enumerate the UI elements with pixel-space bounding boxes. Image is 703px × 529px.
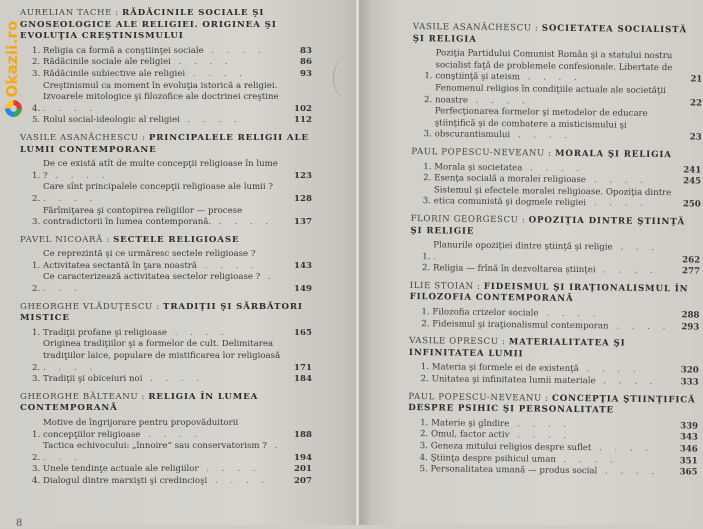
entry-page-number: 93	[300, 68, 312, 79]
entry-title: Religia — frînă în dezvoltarea ştiinţei	[432, 263, 596, 276]
leader-dots: . . . .	[207, 475, 270, 486]
section-author: ILIE STOIAN :	[409, 280, 481, 292]
entry-title-wrap	[43, 115, 284, 127]
entry-title: Religia ca formă a conştiinţei sociale	[43, 45, 204, 56]
entry-title-wrap	[432, 374, 671, 389]
entry-page-number: 339	[680, 421, 699, 432]
leader-dots: . . . .	[509, 419, 572, 430]
entry-title: Unele tendinţe actuale ale religiilor	[43, 464, 199, 475]
section-author: AURELIAN TACHE :	[20, 8, 119, 18]
entry-title: Rădăcinile sociale ale religiei	[43, 57, 171, 68]
section-title: MATERIALITATEA ŞI INFINITATEA LUMII	[408, 337, 626, 360]
entry-page-number: 245	[683, 176, 702, 187]
section-author: VASILE OPRESCU :	[409, 336, 506, 348]
entry-page-number: 188	[294, 429, 312, 440]
section-title: PRINCIPALELE RELIGII ALE LUMII CONTEMPORANE	[20, 132, 309, 155]
entry-page-number: 293	[681, 321, 700, 333]
section-author: PAUL POPESCU-NEVEANU :	[411, 146, 552, 159]
entry-number: 2.	[32, 284, 41, 295]
entry-title: Poziţia Partidului Comunist Român şi a statului nostru socialist faţă de problemele confesionale. Libertate de conştiinţă şi ateism	[435, 48, 673, 83]
entry-page-number: 320	[680, 365, 699, 376]
entry-page-number: 165	[294, 327, 312, 338]
entry-title: Morala şi societatea	[434, 161, 523, 173]
entry-title-wrap	[434, 185, 673, 211]
entry-title: Omul, factor activ	[430, 429, 510, 441]
entry-title: Materie şi gîndire	[431, 418, 510, 430]
entry-page-number: 83	[300, 45, 312, 56]
entry-page-number: 171	[294, 362, 312, 373]
leader-dots: . . . .	[522, 162, 585, 174]
entry-number: 2.	[32, 57, 41, 68]
leader-dots: . . . .	[203, 45, 266, 56]
entry-title: Dialogul dintre marxişti şi credincioşi	[43, 475, 208, 486]
entry-title: Fideismul şi iraţionalismul contemporan	[432, 318, 609, 332]
entry-number: 5.	[32, 115, 41, 126]
entry-number: 2.	[423, 94, 433, 105]
entry-title: Originea tradiţiilor şi a formelor de cult. Delimitarea tradiţiilor laice, populare de mistificarea lor religioasă	[43, 339, 281, 362]
entry-number: 2.	[421, 318, 430, 329]
leader-dots: . . . .	[555, 454, 618, 466]
toc-entry[interactable]	[20, 374, 312, 386]
entry-page-number: 241	[683, 164, 702, 176]
leader-dots: . . . .	[585, 175, 648, 187]
leader-dots: . . . .	[538, 308, 601, 320]
entry-number: 2.	[421, 263, 431, 274]
entry-title: Geneza mitului religios despre suflet	[430, 441, 592, 454]
entry-number: 5.	[419, 464, 428, 475]
section-title: SOCIETATEA SOCIALISTĂ ŞI RELIGIA	[412, 23, 688, 45]
entry-title-wrap	[432, 319, 671, 334]
leader-dots: . . . .	[47, 170, 110, 181]
entry-number: 1.	[32, 170, 41, 181]
section-title: SECTELE RELIGIOASE	[113, 234, 240, 245]
leader-dots: . . . .	[43, 362, 98, 373]
entry-title: Ştiinţa despre psihicul uman	[430, 452, 556, 465]
entry-page-number: 288	[681, 310, 700, 321]
toc-entry[interactable]	[20, 46, 312, 58]
entry-number: 3.	[32, 217, 41, 228]
entry-page-number: 250	[682, 199, 701, 210]
toc-section	[411, 147, 702, 212]
entry-title: Rolul social-ideologic al religiei	[43, 115, 180, 126]
entry-title: Materia şi formele ei de existenţă	[431, 362, 579, 375]
entry-title: Planurile opoziţiei dintre ştiinţă şi religie	[433, 240, 613, 253]
right-page	[358, 0, 703, 525]
entry-title: Tactica echivocului: „înnoire“ sau conservatorism ?	[43, 441, 267, 452]
leader-dots: . . . .	[578, 364, 641, 376]
folio-number: 8	[16, 518, 23, 529]
entry-page-number: 86	[300, 57, 312, 68]
toc-entry[interactable]	[412, 83, 702, 110]
toc-entry[interactable]	[407, 464, 697, 479]
entry-title: Tradiţii şi obiceiuri noi	[43, 374, 143, 385]
toc-entry[interactable]	[20, 206, 312, 229]
entry-title-wrap	[433, 264, 672, 279]
entry-title-wrap	[435, 106, 674, 144]
entry-page-number: 201	[294, 464, 312, 475]
entry-number: 1.	[32, 429, 41, 440]
section-title: MORALA ŞI RELIGIA	[554, 148, 672, 161]
entry-title-wrap	[43, 328, 284, 340]
section-heading	[410, 281, 700, 308]
section-title: RELIGIA ÎN LUMEA CONTEMPORANĂ	[20, 391, 259, 414]
left-toc	[20, 8, 312, 494]
entry-number: 4.	[32, 475, 41, 486]
toc-entry[interactable]	[20, 441, 312, 464]
entry-title: Tradiţii profane şi religioase	[43, 327, 167, 338]
entry-page-number: 112	[294, 115, 312, 126]
leader-dots: . . . .	[43, 193, 98, 204]
entry-title-wrap	[435, 48, 674, 86]
leader-dots: . . . .	[166, 327, 229, 338]
leader-dots: . . . .	[43, 441, 283, 463]
section-author: VASILE ASANĂCHESCU :	[20, 132, 146, 143]
watermark-text: Okazii.ro	[3, 20, 21, 98]
watermark-logo-icon	[5, 100, 22, 117]
toc-section	[410, 214, 701, 279]
entry-page-number: 194	[294, 452, 312, 463]
section-title: RĂDĂCINILE SOCIALE ŞI GNOSEOLOGICE ALE RELIGIEI. ORIGINEA ŞI EVOLUŢIA CREŞTINISMULUI	[20, 8, 277, 42]
entry-page-number: 143	[294, 260, 312, 271]
entry-number: 4.	[32, 103, 41, 114]
leader-dots: . . . .	[179, 115, 242, 126]
entry-page-number: 365	[679, 467, 698, 478]
leader-dots: . . . .	[211, 217, 273, 228]
pencil-mark	[333, 58, 358, 98]
entry-page-number: 333	[680, 377, 699, 388]
entry-page-number: 207	[294, 475, 312, 486]
entry-title-wrap	[43, 57, 284, 69]
entry-page-number: 351	[679, 455, 698, 467]
toc-entry[interactable]	[411, 185, 701, 212]
entry-number: 1.	[422, 251, 431, 262]
entry-title-wrap	[435, 83, 674, 109]
entry-title-wrap	[43, 374, 284, 386]
section-heading	[20, 235, 312, 247]
entry-number: 1.	[423, 161, 432, 172]
entry-title: Ce reprezintă şi ce urmăresc sectele religioase ? Activitatea sectantă în ţara noastră	[43, 249, 256, 271]
entry-title-wrap	[43, 46, 284, 58]
section-heading	[409, 336, 699, 363]
toc-section	[20, 235, 312, 296]
entry-number: 3.	[422, 196, 432, 207]
toc-section	[20, 302, 312, 386]
entry-title: Unitatea şi infinitatea lumii materiale	[431, 374, 596, 387]
leader-dots: . . . .	[170, 57, 233, 68]
entry-number: 3.	[32, 464, 41, 475]
entry-page-number: 277	[681, 266, 701, 277]
entry-page-number: 23	[689, 132, 702, 143]
entry-page-number: 123	[294, 170, 312, 181]
leader-dots: . . . .	[142, 374, 205, 385]
entry-title-wrap	[43, 476, 284, 488]
entry-title: Perfecţionarea formelor şi metodelor de educare ştiinţifică şi de combatere a misticismului şi obscurantismului	[434, 106, 648, 141]
entry-number: 2.	[32, 193, 41, 204]
entry-number: 2.	[32, 362, 41, 373]
leader-dots: . . . .	[185, 68, 247, 79]
entry-title-wrap	[430, 464, 669, 479]
leader-dots: . . . .	[467, 95, 530, 106]
section-author: GHEORGHE VLĂDUŢESCU :	[20, 301, 160, 312]
leader-dots: . . . .	[597, 466, 660, 478]
toc-entry[interactable]	[20, 476, 312, 488]
leader-dots: . . . .	[140, 429, 203, 440]
section-heading	[20, 392, 312, 415]
entry-title: Esenţa socială a moralei religioase	[434, 173, 587, 186]
toc-entry[interactable]	[412, 106, 702, 144]
entry-number: 1.	[424, 71, 433, 82]
entry-title-wrap	[43, 418, 284, 441]
leader-dots: . . . .	[595, 265, 658, 277]
section-author: GHEORGHE BĂLTEANU :	[20, 391, 146, 402]
entry-title: Personalitatea umană — produs social	[430, 464, 598, 477]
book-gutter	[356, 0, 359, 525]
entry-number: 1.	[32, 260, 41, 271]
entry-title-wrap	[43, 182, 284, 205]
right-toc	[407, 22, 703, 485]
toc-entry[interactable]	[20, 339, 312, 374]
leader-dots: . . . .	[595, 376, 658, 388]
leader-dots: . . . .	[510, 130, 573, 142]
entry-number: 2.	[423, 173, 432, 184]
entry-title: Rădăcinile subiective ale religiei	[43, 68, 186, 79]
toc-entry[interactable]	[20, 328, 312, 340]
entry-title-wrap	[43, 159, 284, 182]
entry-number: 3.	[32, 68, 41, 79]
entry-number: 1.	[420, 362, 430, 373]
entry-number: 2.	[32, 452, 41, 463]
toc-entry[interactable]	[20, 159, 312, 182]
entry-title: De ce există atît de multe concepţii religioase în lume ?	[43, 159, 278, 181]
entry-page-number: 21	[690, 74, 703, 85]
toc-entry[interactable]	[409, 319, 699, 334]
entry-number: 4.	[419, 452, 428, 463]
entry-title-wrap	[43, 206, 284, 229]
entry-page-number: 262	[682, 254, 701, 266]
section-title: TRADIŢII ŞI SĂRBĂTORI MISTICE	[20, 301, 303, 324]
toc-section	[409, 336, 700, 389]
leader-dots: . . . .	[433, 242, 660, 263]
toc-entry[interactable]	[20, 464, 312, 476]
entry-number: 2.	[420, 374, 429, 385]
entry-page-number: 184	[294, 374, 312, 385]
entry-number: 3.	[419, 441, 429, 452]
toc-section	[412, 22, 703, 144]
entry-title-wrap	[43, 81, 284, 116]
entry-title-wrap	[43, 464, 284, 476]
watermark	[2, 12, 20, 112]
section-heading	[20, 302, 312, 325]
leader-dots: . . . .	[586, 198, 648, 210]
entry-number: 3.	[32, 374, 41, 385]
entry-number: 1.	[32, 327, 41, 338]
leader-dots: . . . .	[608, 321, 671, 332]
leader-dots: . . . .	[519, 72, 582, 84]
toc-entry[interactable]	[20, 57, 312, 69]
section-title: OPOZIŢIA DINTRE ŞTIINŢĂ ŞI RELIGIE	[410, 215, 686, 237]
section-heading	[410, 214, 700, 241]
section-heading	[413, 22, 703, 49]
leader-dots: . . . .	[197, 260, 259, 271]
leader-dots: . . . .	[591, 443, 654, 454]
entry-title: Creştinismul ca moment în evoluţia istorică a religiei. Izvoarele mitologice şi filozofice ale doctrinei creştine	[43, 80, 279, 103]
toc-section	[20, 392, 312, 488]
entry-page-number: 102	[294, 103, 312, 114]
toc-entry[interactable]	[20, 69, 312, 81]
entry-number: 1.	[420, 417, 429, 429]
toc-entry[interactable]	[409, 374, 699, 389]
section-author: VASILE ASANĂCHESCU :	[412, 22, 539, 34]
entry-page-number: 128	[294, 193, 312, 204]
toc-entry[interactable]	[20, 81, 312, 116]
section-author: PAUL POPESCU-NEVEANU :	[408, 391, 549, 404]
entry-title-wrap	[43, 441, 284, 464]
leader-dots: . . . .	[43, 272, 276, 295]
entry-page-number: 343	[679, 432, 699, 443]
entry-title-wrap	[43, 249, 284, 272]
entry-title-wrap	[433, 240, 672, 266]
entry-title: Care sînt principalele concepţii religioase ale lumii ?	[43, 182, 274, 193]
leader-dots: . . . .	[509, 430, 572, 442]
toc-section	[20, 133, 312, 229]
leader-dots: . . . .	[198, 464, 261, 475]
section-author: FLORIN GEORGESCU :	[410, 213, 526, 226]
toc-entry[interactable]	[20, 418, 312, 441]
section-heading	[20, 133, 312, 156]
section-heading	[411, 147, 701, 162]
entry-title-wrap	[43, 339, 284, 374]
section-author: PAVEL NICOARĂ :	[20, 234, 110, 245]
toc-section	[407, 392, 698, 480]
entry-title: Sistemul şi efectele moralei religioase. Opoziţia dintre etica comunistă şi dogmele religiei	[433, 184, 672, 209]
toc-entry[interactable]	[20, 272, 312, 295]
entry-title-wrap	[43, 69, 284, 81]
section-heading	[408, 392, 698, 419]
toc-section	[409, 281, 700, 334]
entry-page-number: 149	[294, 284, 312, 295]
toc-section	[20, 8, 312, 127]
entry-title: Ce caracterizează activitatea sectelor religioase ?	[43, 272, 261, 283]
toc-entry[interactable]	[20, 115, 312, 127]
section-heading	[20, 8, 312, 43]
entry-title: Fărîmiţarea şi contopirea religiilor — procese contradictorii în lumea contemporană.	[43, 205, 243, 228]
section-title: FIDEISMUL ŞI IRAŢIONALISMUL ÎN FILOZOFIA CONTEMPORANĂ	[409, 281, 689, 305]
toc-entry[interactable]	[20, 249, 312, 272]
section-title: CONCEPŢIA ŞTIINŢIFICĂ DESPRE PSIHIC ŞI PERSONALITATE	[408, 393, 696, 416]
entry-page-number: 137	[294, 217, 312, 228]
entry-number: 1.	[32, 45, 41, 56]
leader-dots: . . . .	[43, 103, 98, 114]
entry-number: 3.	[423, 129, 432, 140]
entry-page-number: 346	[679, 444, 698, 455]
entry-number: 1.	[421, 307, 430, 318]
entry-title: Motive de îngrijorare pentru propovăduitorii concepţiilor religioase	[43, 418, 239, 440]
entry-title: Fenomenul religios în condiţiile actuale ale societăţii noastre	[434, 83, 666, 106]
entry-title: Filozofia crizelor sociale	[432, 307, 539, 319]
toc-entry[interactable]	[20, 182, 312, 205]
toc-entry[interactable]	[412, 48, 702, 86]
toc-entry[interactable]	[410, 263, 700, 278]
entry-page-number: 22	[690, 97, 703, 109]
entry-title-wrap	[43, 272, 284, 295]
entry-number: 2.	[419, 429, 429, 440]
